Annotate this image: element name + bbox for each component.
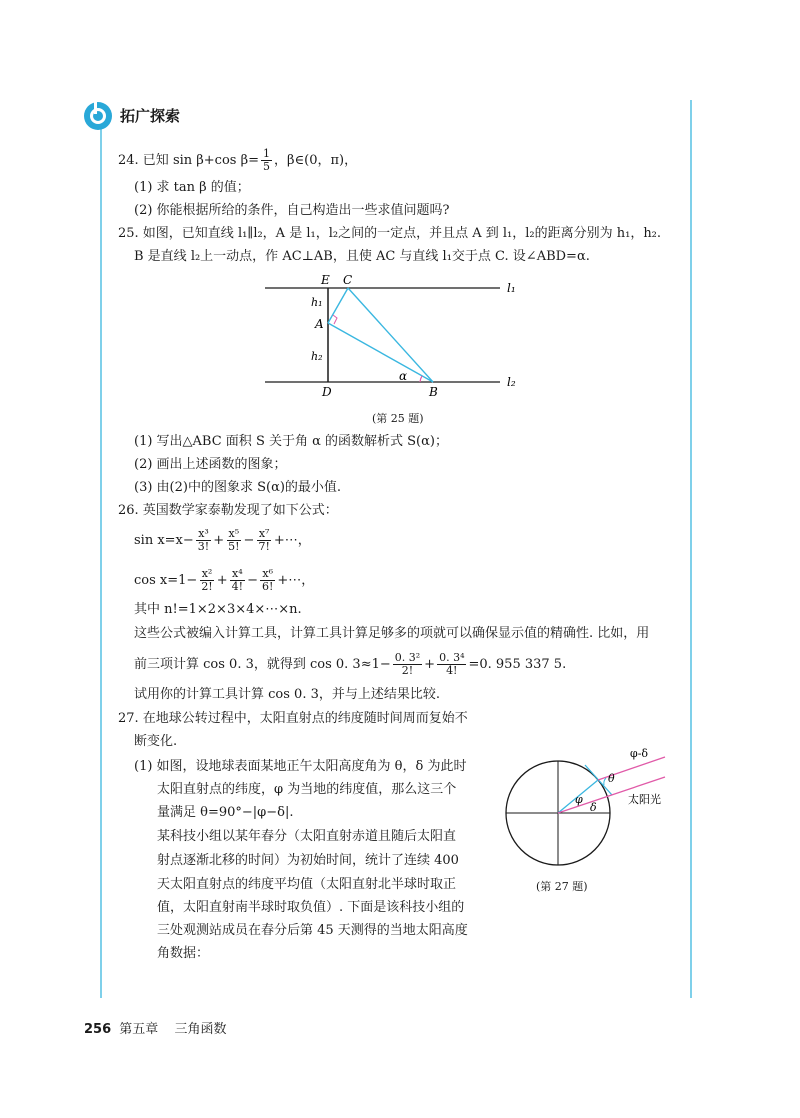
p26-cos-formula: cos x=1− $\frac{\text{x²}}{2!}$ + $\frac{\text{x⁴}}{4!}$ − $\frac{\text{x⁶}}{6!}$ +⋯， — [134, 567, 315, 593]
p24-q1: (1) 求 tan β 的值； — [134, 180, 250, 195]
p27-line6: 某科技小组以某年春分（太阳直射赤道且随后太阳直 — [157, 829, 457, 844]
p24-q2: (2) 你能根据所给的条件，自己构造出一些求值问题吗? — [134, 203, 450, 218]
page-footer — [84, 1018, 226, 1037]
p26-intro: 26. 英国数学家泰勒发现了如下公式： — [118, 503, 338, 518]
chapter-number: 第五章 — [119, 1022, 159, 1037]
p25-q3: (3) 由(2)中的图象求 S(α)的最小值. — [134, 480, 342, 495]
p25-line2: B 是直线 l₂上一动点，作 AC⊥AB，且使 AC 与直线 l₁交于点 C. 设∠ABD=α. — [134, 249, 590, 264]
p24-domain: ，β∈(0，π)， — [274, 153, 358, 168]
p27-line2: 断变化. — [134, 734, 178, 749]
segment-AC — [328, 288, 348, 323]
p27-line4: 太阳直射点的纬度，φ 为当地的纬度值，那么这三个 — [157, 782, 457, 797]
label-phi: φ — [575, 793, 583, 806]
left-margin-rule — [100, 118, 102, 998]
theta-arc — [604, 778, 606, 785]
p27-line5: 量满足 θ=90°−|φ−δ|. — [157, 805, 294, 820]
label-B: B — [429, 385, 438, 399]
section-logo-icon — [82, 100, 114, 132]
label-alpha: α — [399, 369, 408, 383]
section-title: 拓广探索 — [120, 107, 181, 125]
p25-q2: (2) 画出上述函数的图象； — [134, 457, 287, 472]
alpha-arc — [420, 376, 422, 382]
p25-figure — [255, 270, 555, 400]
label-E: E — [321, 273, 330, 287]
label-A: A — [315, 317, 324, 331]
p26-para1: 这些公式被编入计算工具，计算工具计算足够多的项就可以确保显示值的精确性. 比如，用 — [134, 626, 650, 641]
p27-figure — [500, 745, 690, 875]
p25-q1: (1) 写出△ABC 面积 S 关于角 α 的函数解析式 S(α)； — [134, 434, 448, 449]
label-D: D — [322, 385, 332, 399]
label-delta: δ — [590, 801, 597, 814]
p27-caption: (第 27 题) — [536, 880, 588, 893]
p27-line11: 角数据： — [157, 946, 210, 961]
segment-AB — [328, 323, 433, 382]
p24-head: 24. 已知 sin β+cos β= — [118, 153, 260, 168]
p27-line8: 天太阳直射点的纬度平均值（太阳直射北半球时取正 — [157, 877, 457, 892]
label-h1: h₁ — [311, 296, 323, 309]
p24-statement — [118, 148, 357, 173]
page-number: 256 — [84, 1022, 112, 1037]
label-l1: l₁ — [507, 281, 516, 295]
p27-line7: 射点逐渐北移的时间）为初始时间，统计了连续 400 — [157, 853, 459, 868]
p26-where: 其中 n!=1×2×3×4×⋯×n. — [134, 602, 302, 617]
p24-fraction: $\frac{1}{5}$ — [263, 147, 271, 173]
right-angle-mark — [333, 315, 337, 324]
label-theta: θ — [608, 772, 615, 785]
chapter-title: 三角函数 — [174, 1022, 227, 1037]
p26-para3: 试用你的计算工具计算 cos 0. 3，并与上述结果比较. — [134, 687, 440, 702]
label-l2: l₂ — [507, 375, 516, 389]
p27-line3: (1) 如图，设地球表面某地正午太阳高度角为 θ，δ 为此时 — [134, 759, 467, 774]
p25-caption: (第 25 题) — [372, 412, 424, 425]
p26-sin-formula: sin x=x− $\frac{\text{x³}}{3!}$ + $\frac{\text{x⁵}}{5!}$ − $\frac{\text{x⁷}}{7!}$ +⋯， — [134, 527, 311, 553]
label-phi-delta: φ-δ — [630, 747, 649, 760]
label-sunlight: 太阳光 — [628, 793, 661, 806]
p25-line1: 25. 如图，已知直线 l₁∥l₂，A 是 l₁，l₂之间的一定点，并且点 A 到 l₁，l₂的距离分别为 h₁，h₂. — [118, 226, 662, 241]
segment-CB — [348, 288, 433, 382]
label-h2: h₂ — [311, 350, 323, 363]
p27-line1: 27. 在地球公转过程中，太阳直射点的纬度随时间周而复始不 — [118, 711, 468, 726]
label-C: C — [343, 273, 353, 287]
right-margin-rule — [690, 100, 692, 998]
p27-line10: 三处观测站成员在春分后第 45 天测得的当地太阳高度 — [157, 923, 468, 938]
p27-line9: 值，太阳直射南半球时取负值）. 下面是该科技小组的 — [157, 900, 465, 915]
p26-para2: 前三项计算 cos 0. 3，就得到 cos 0. 3≈1− $\frac{\text{0. 3²}}{2!}$ + $\frac{\text{0. 3⁴}}{4!}$ =0. 955 337 5. — [134, 651, 567, 677]
